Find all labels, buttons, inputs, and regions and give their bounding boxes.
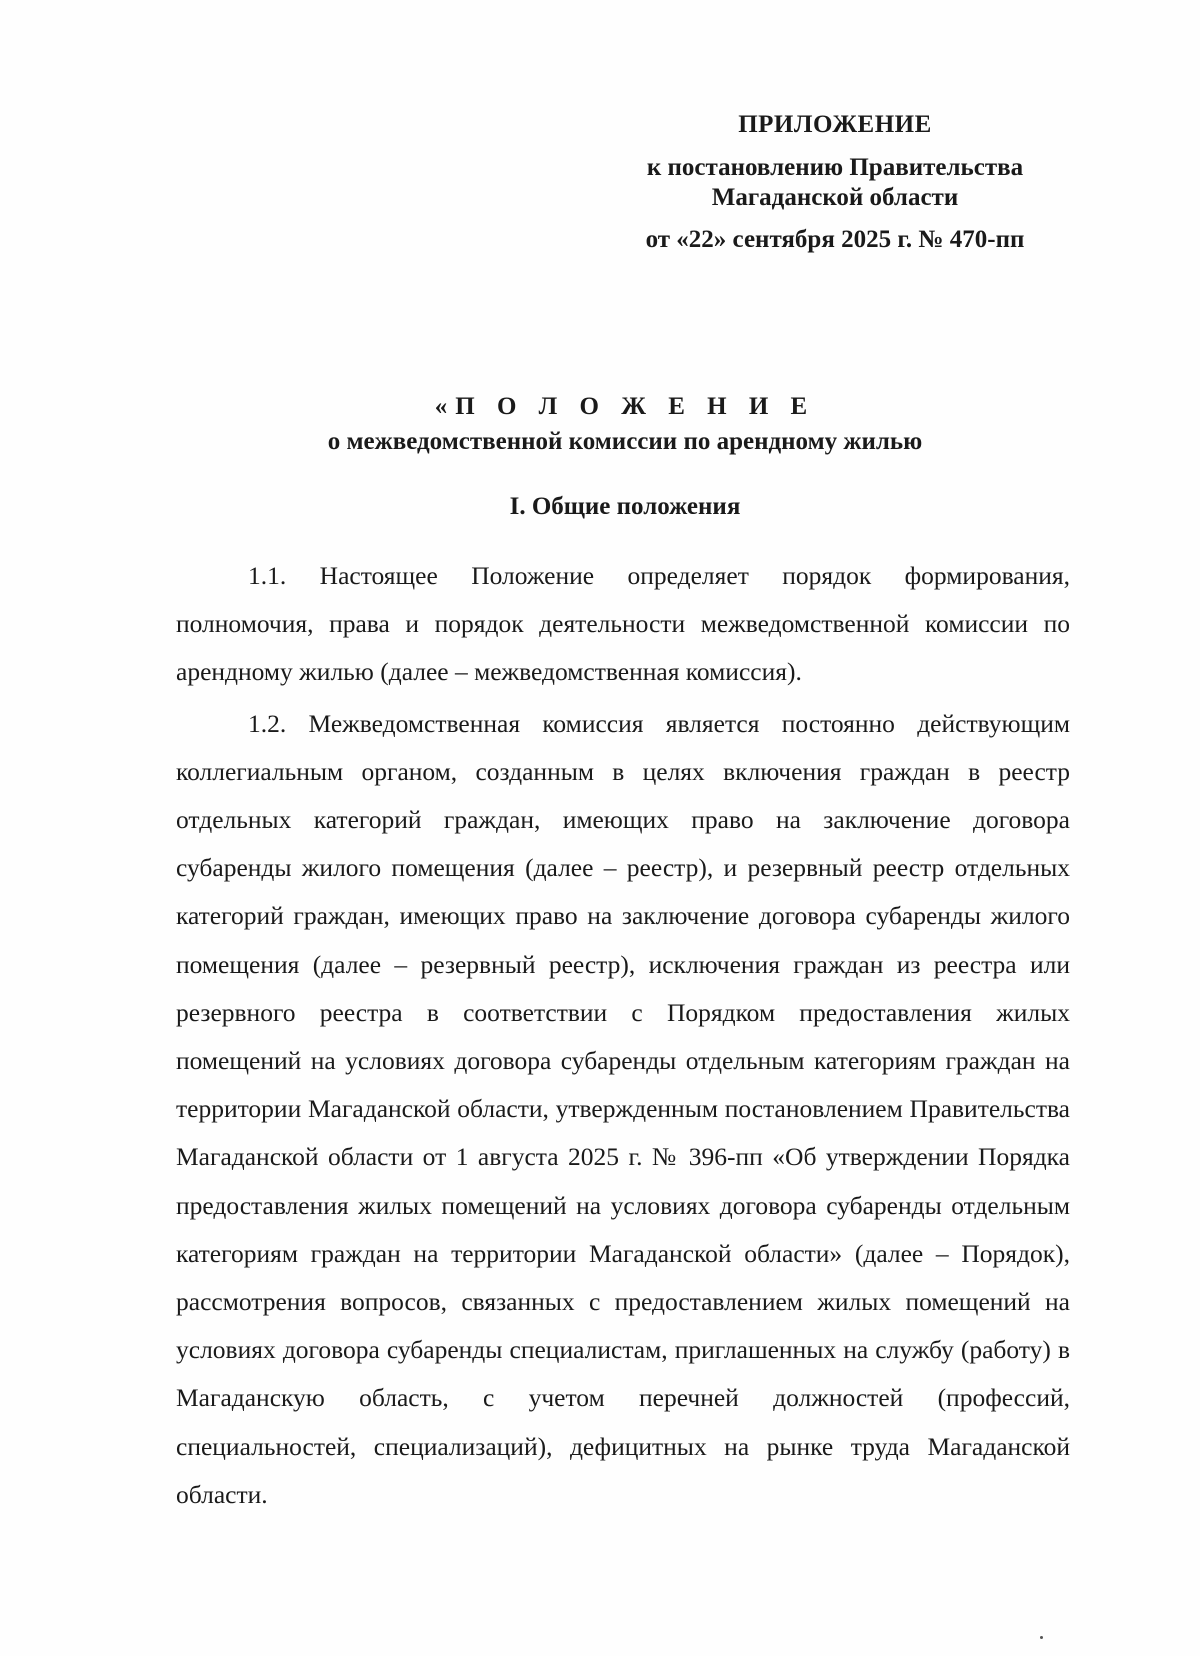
body-text (176, 552, 1070, 1519)
document-subtitle: о межведомственной комиссии по арендному жилью (327, 428, 923, 455)
scan-speck (1040, 1636, 1043, 1639)
appendix-reference-line2: Магаданской области (711, 184, 959, 211)
paragraph-1-1: 1.1. Настоящее Положение определяет порядок формирования, полномочия, права и порядок деятельности межведомственной комиссии по арендному жилью (далее – межведомственная комиссия). (176, 561, 1070, 687)
section-heading: I. Общие положения (509, 493, 741, 520)
appendix-title: ПРИЛОЖЕНИЕ (738, 111, 932, 138)
appendix-reference (600, 153, 1070, 213)
appendix-date: от «22» сентября 2025 г. № 470-пп (645, 226, 1025, 253)
paragraph-1-2: 1.2. Межведомственная комиссия является постоянно действующим коллегиальным органом, созданным в целях включения граждан в реестр отдельных категорий граждан, имеющих право на заключение договора субаренды жилого помещения (далее – реестр), и резервный реестр отдельных категорий граждан, имеющих право на заключение договора субаренды жилого помещения (далее – резервный реестр), исключения граждан из реестра или резервного реестра в соответствии с Порядком предоставления жилых помещений на условиях договора субаренды отдельным категориям граждан на территории Магаданской области, утвержденным постановлением Правительства Магаданской области от 1 августа 2025 г. № 396-пп «Об утверждении Порядка предоставления жилых помещений на условиях договора субаренды отдельным категориям граждан на территории Магаданской области» (далее – Порядок), рассмотрения вопросов, связанных с предоставлением жилых помещений на условиях договора субаренды специалистам, приглашенных на службу (работу) в Магаданскую область, с учетом перечней должностей (профессий, специальностей, специализаций), дефицитных на рынке труда Магаданской области. (176, 708, 1070, 1509)
document-title: «П О Л О Ж Е Н И Е (434, 393, 816, 420)
appendix-reference-line1: к постановлению Правительства (646, 154, 1024, 181)
